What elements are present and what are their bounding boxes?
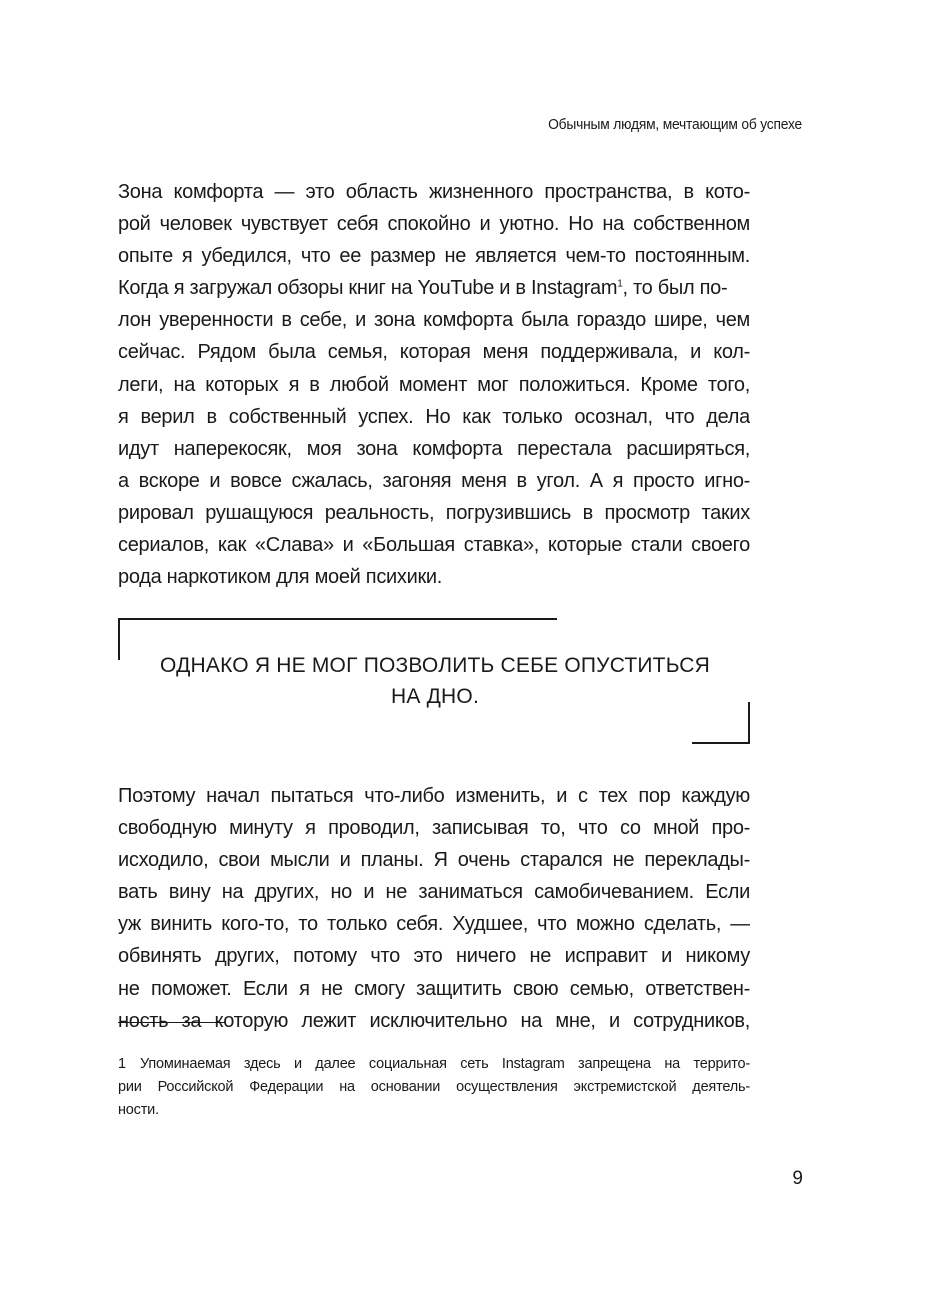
text-line: вать вину на других, но и не заниматься самобичеванием. Если: [118, 881, 750, 904]
text-line: обвинять других, потому что это ничего не исправит и никому: [118, 945, 750, 968]
pull-quote-line: НА ДНО.: [391, 685, 479, 708]
text-line: рировал рушащуюся реальность, погрузившись в просмотр таких: [118, 501, 750, 524]
callout-frame-bottom-right: [692, 702, 750, 744]
footnote: [118, 1053, 750, 1122]
text-line: леги, на которых я в любой момент мог положиться. Кроме того,: [118, 373, 750, 396]
text-line: рода наркотиком для моей психики.: [118, 566, 443, 589]
footnote-divider: [118, 1022, 225, 1023]
footnote-line: рии Российской Федерации на основании осуществления экстремистской деятель-: [118, 1079, 750, 1095]
text-line: не поможет. Если я не смогу защитить свою семью, ответствен-: [118, 977, 750, 1000]
text-line: рой человек чувствует себя спокойно и уютно. Но на собственном: [118, 213, 750, 236]
text-line: уж винить кого-то, то только себя. Худшее, что можно сделать, —: [118, 913, 750, 936]
text-line: исходило, свои мысли и планы. Я очень старался не переклады-: [118, 849, 750, 872]
text-line: опыте я убедился, что ее размер не является чем-то постоянным.: [118, 245, 750, 268]
paragraph-1: [118, 176, 750, 593]
text-line: а вскоре и вовсе сжалась, загоняя меня в угол. А я просто игно-: [118, 469, 750, 492]
footnote-marker: 1: [617, 278, 623, 290]
pull-quote: [120, 650, 750, 712]
paragraph-2: [118, 780, 750, 1037]
footnote-line: [118, 1053, 750, 1076]
text-line: я верил в собственный успех. Но как только осознал, что дела: [118, 405, 750, 428]
text-line: идут наперекосяк, моя зона комфорта перестала расширяться,: [118, 437, 750, 460]
pull-quote-line: ОДНАКО Я НЕ МОГ ПОЗВОЛИТЬ СЕБЕ ОПУСТИТЬСЯ: [160, 654, 710, 677]
text-line: лон уверенности в себе, и зона комфорта была гораздо шире, чем: [118, 309, 750, 332]
running-header: Обычным людям, мечтающим об успехе: [548, 116, 802, 133]
text-line: свободную минуту я проводил, записывая то, что со мной про-: [118, 817, 750, 840]
footnote-line: ности.: [118, 1102, 159, 1118]
text-line: [118, 272, 750, 304]
page-number: 9: [792, 1168, 803, 1189]
text-line: Поэтому начал пытаться что-либо изменить, и с тех пор каждую: [118, 785, 750, 807]
text-line: Зона комфорта — это область жизненного пространства, в кото-: [118, 181, 750, 203]
text-line: сериалов, как «Слава» и «Большая ставка», которые стали своего: [118, 534, 750, 557]
text-line-part: , то был по-: [622, 277, 728, 300]
footnote-number: 1: [118, 1056, 126, 1072]
text-line: ность за которую лежит исключительно на мне, и сотрудников,: [118, 1009, 750, 1032]
footnote-text: Упоминаемая здесь и далее социальная сеть Instagram запрещена на террито-: [140, 1056, 750, 1072]
text-line: сейчас. Рядом была семья, которая меня поддерживала, и кол-: [118, 341, 750, 364]
text-line-part: Когда я загружал обзоры книг на YouTube и в Instagram: [118, 277, 618, 300]
